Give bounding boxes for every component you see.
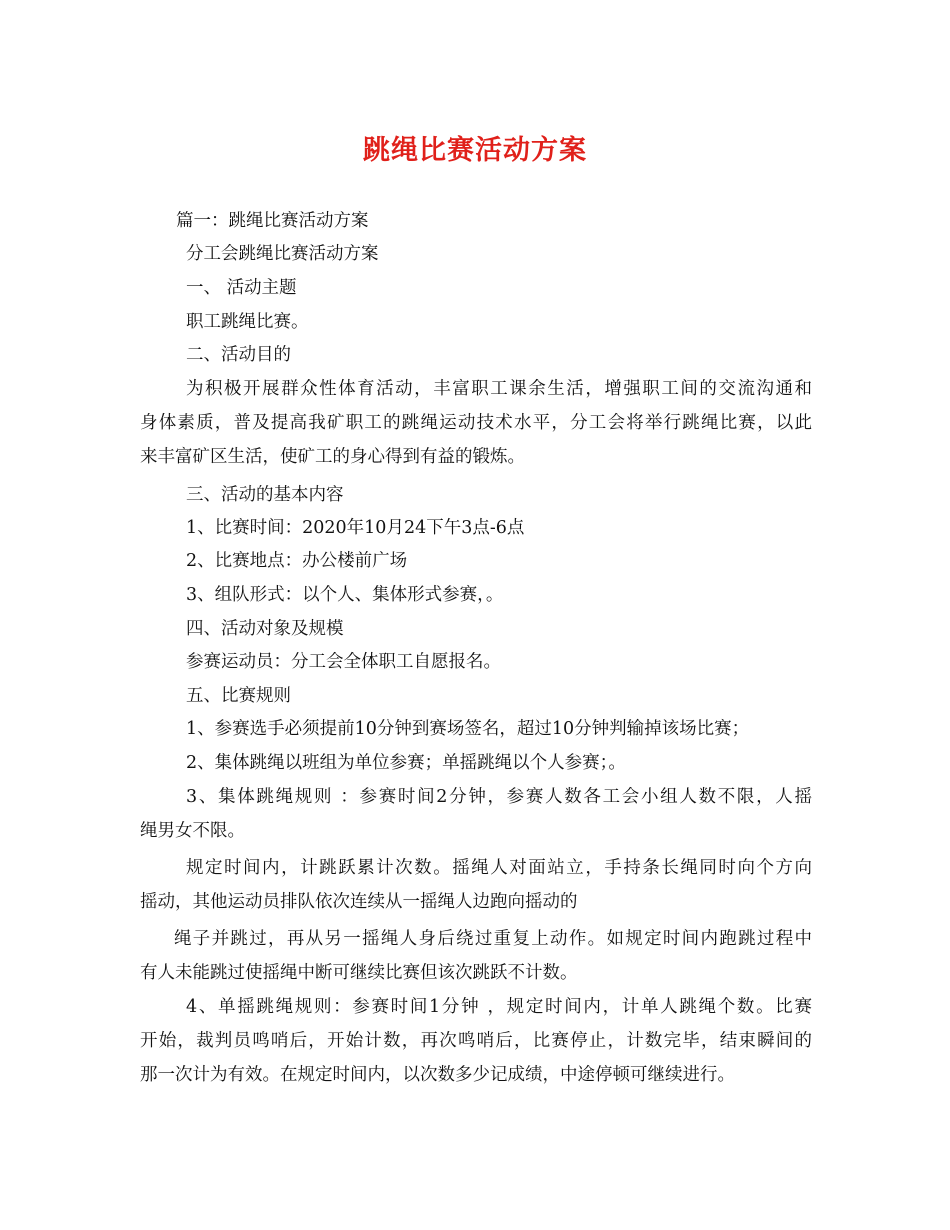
heading-content: 三、活动的基本内容 [186, 485, 344, 505]
paragraph-line: 身体素质，普及提高我矿职工的跳绳运动技术水平，分工会将举行跳绳比赛，以此 [140, 413, 812, 433]
paragraph-line: 开始，裁判员鸣哨后，开始计数，再次鸣哨后，比赛停止，计数完毕，结束瞬间的 [140, 1031, 812, 1051]
paragraph-line: 4、单摇跳绳规则：参赛时间1分钟 ，规定时间内，计单人跳绳个数。比赛 [186, 997, 812, 1017]
paragraph-line: 绳男女不限。 [140, 821, 245, 841]
section-heading: 篇一：跳绳比赛活动方案 [176, 211, 369, 231]
paragraph-line: 摇动，其他运动员排队依次连续从一摇绳人边跑向摇动的 [140, 892, 578, 912]
text-line: 1、比赛时间：2020年10月24下午3点-6点 [186, 518, 525, 538]
paragraph-line: 规定时间内，计跳跃累计次数。摇绳人对面站立，手持条长绳同时向个方向 [186, 858, 812, 878]
text-line: 2、比赛地点：办公楼前广场 [186, 551, 408, 571]
heading-rules: 五、比赛规则 [186, 686, 291, 706]
heading-theme: 一、 活动主题 [186, 278, 297, 298]
paragraph-line: 绳子并跳过，再从另一摇绳人身后绕过重复上动作。如规定时间内跑跳过程中 [174, 929, 812, 949]
text-line: 参赛运动员：分工会全体职工自愿报名。 [186, 652, 501, 672]
heading-purpose: 二、活动目的 [186, 345, 291, 365]
paragraph-line: 3、集体跳绳规则 ：参赛时间2分钟，参赛人数各工会小组人数不限，人摇 [186, 787, 812, 807]
text-line: 3、组队形式：以个人、集体形式参赛，。 [186, 585, 504, 605]
paragraph-line: 有人未能跳过使摇绳中断可继续比赛但该次跳跃不计数。 [140, 963, 578, 983]
sub-heading: 分工会跳绳比赛活动方案 [186, 244, 379, 264]
document-title: 跳绳比赛活动方案 [363, 135, 587, 166]
paragraph-line: 为积极开展群众性体育活动，丰富职工课余生活，增强职工间的交流沟通和 [186, 379, 812, 399]
heading-participants: 四、活动对象及规模 [186, 619, 344, 639]
text-line: 2、集体跳绳以班组为单位参赛；单摇跳绳以个人参赛；。 [186, 753, 626, 773]
paragraph-line: 来丰富矿区生活，使矿工的身心得到有益的锻炼。 [140, 447, 525, 467]
paragraph-line: 那一次计为有效。在规定时间内，以次数多少记成绩，中途停顿可继续进行。 [140, 1065, 735, 1085]
text-line: 1、参赛选手必须提前10分钟到赛场签名，超过10分钟判输掉该场比赛； [186, 719, 750, 739]
text-line: 职工跳绳比赛。 [186, 312, 309, 332]
